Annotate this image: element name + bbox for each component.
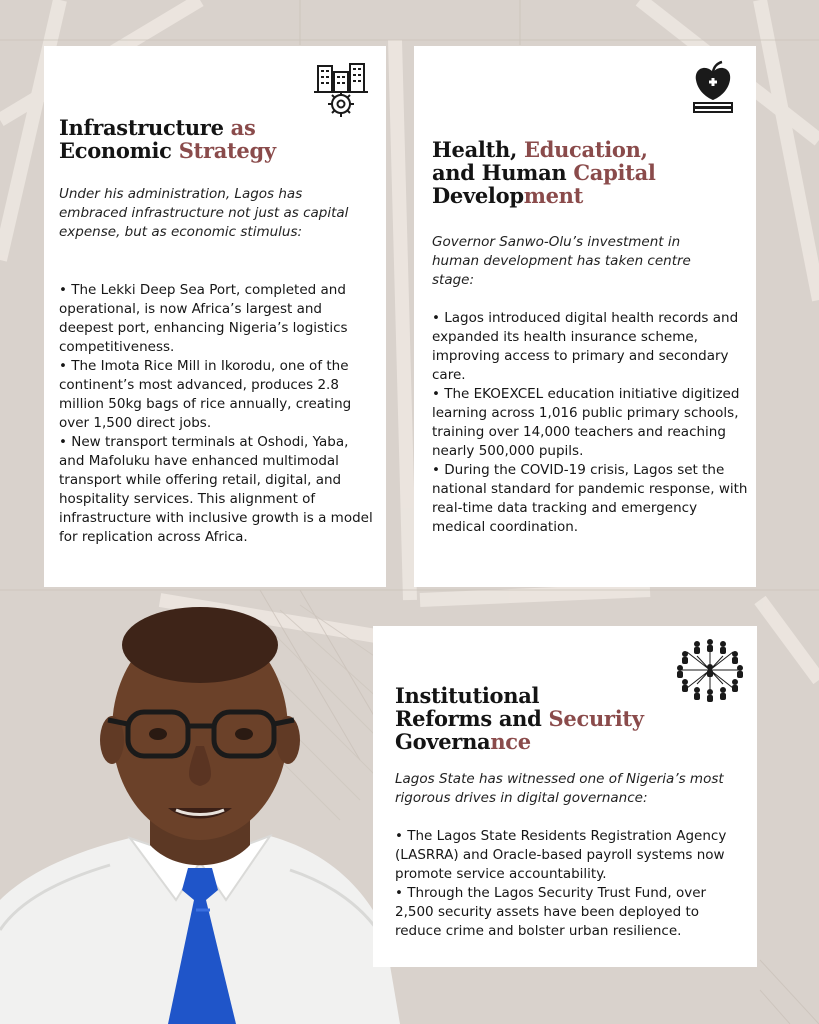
card-infrastructure-title: Infrastructure as Economic Strategy <box>59 115 276 163</box>
card-institutional-reforms <box>373 626 757 967</box>
card-infrastructure-intro: Under his administration, Lagos has embraced infrastructure not just as capital expense, but as economic stimulus: <box>59 186 349 240</box>
card-infrastructure <box>44 46 386 587</box>
card-institutional-reforms-bullets <box>395 827 745 941</box>
governor-portrait <box>0 600 400 1024</box>
bullet-item: • The EKOEXCEL education initiative digitized learning across 1,016 public primary schools, training over 14,000 teachers and reaching nearly 500,000 pupils. <box>432 386 740 459</box>
card-health-education-bullets <box>432 309 748 537</box>
card-infrastructure-bullets <box>59 281 377 547</box>
card-health-education-title: Health, Education, and Human Capital Development <box>432 137 656 208</box>
bullet-item: • Lagos introduced digital health records and expanded its health insurance scheme, improving access to primary and secondary care. <box>432 310 739 383</box>
apple-health-books-icon <box>690 60 736 114</box>
bullet-item: • Through the Lagos Security Trust Fund, over 2,500 security assets have been deployed to reduce crime and bolster urban resilience. <box>395 885 707 939</box>
bullet-item: • The Lekki Deep Sea Port, completed and operational, is now Africa’s largest and deepest port, enhancing Nigeria’s logistics competitiveness. <box>59 282 348 355</box>
card-health-education <box>414 46 756 587</box>
card-institutional-reforms-intro: Lagos State has witnessed one of Nigeria’s most rigorous drives in digital governance: <box>395 771 724 806</box>
card-institutional-reforms-title: Institutional Reforms and Security Governance <box>395 683 644 754</box>
bullet-item: • During the COVID-19 crisis, Lagos set the national standard for pandemic response, with real-time data tracking and emergency medical coordination. <box>432 462 748 535</box>
city-gear-icon <box>312 60 370 120</box>
bullet-item: • The Imota Rice Mill in Ikorodu, one of the continent’s most advanced, produces 2.8 million 50kg bags of rice annually, creating over 1,500 direct jobs. <box>59 358 352 431</box>
bullet-item: • The Lagos State Residents Registration Agency (LASRRA) and Oracle-based payroll systems now promote service accountability. <box>395 828 727 882</box>
bullet-item: • New transport terminals at Oshodi, Yaba, and Mafoluku have enhanced multimodal transport while offering retail, digital, and hospitality services. This alignment of infrastructure with inclusive growth is a model for replication across Africa. <box>59 434 373 545</box>
card-health-education-intro: Governor Sanwo-Olu’s investment in human development has taken centre stage: <box>432 234 691 288</box>
